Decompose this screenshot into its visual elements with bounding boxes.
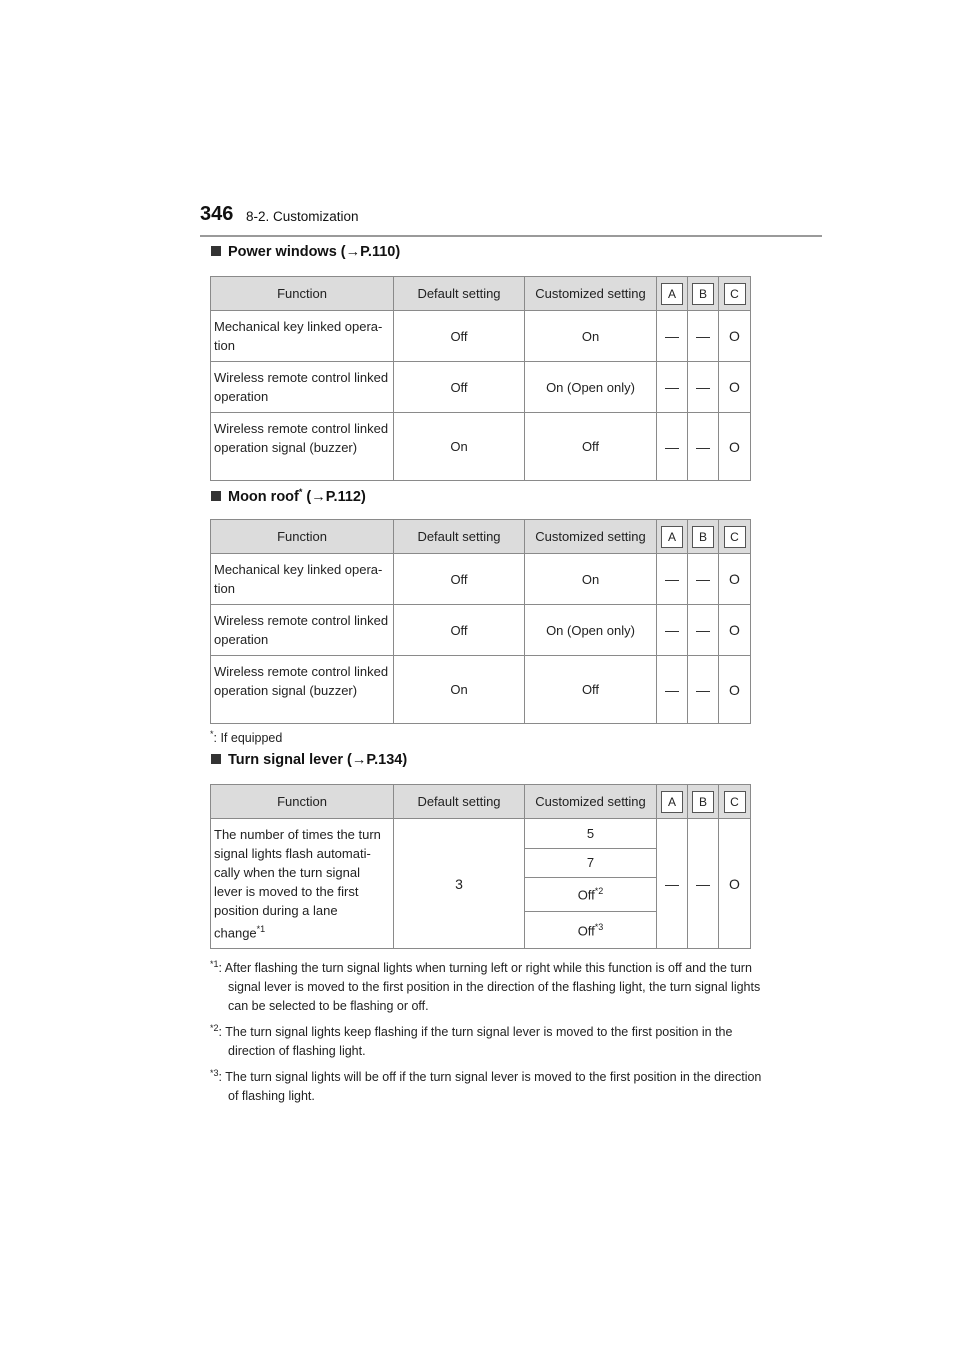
col-a: A	[657, 520, 688, 554]
page-number: 346	[200, 203, 234, 225]
col-b: B	[688, 277, 719, 311]
col-function: Function	[211, 785, 394, 819]
col-default: Default setting	[394, 785, 525, 819]
square-bullet-icon	[211, 246, 221, 256]
footnote-3: $^{*3}$: The turn signal lights will be off if the turn signal lever is moved to the first position in the direction of flashing light.	[210, 1068, 762, 1104]
square-bullet-icon	[211, 754, 221, 764]
col-function: Function	[211, 520, 394, 554]
footnote-if-equipped: *: If equipped	[210, 729, 283, 746]
col-a: A	[657, 277, 688, 311]
col-default: Default setting	[394, 520, 525, 554]
square-bullet-icon	[211, 491, 221, 501]
power-windows-table	[210, 276, 751, 481]
table-header-row	[211, 277, 751, 311]
table-row: Wireless remote control linked operation Off On (Open only) — — O	[211, 605, 751, 656]
table-row: Wireless remote control linked operation Off On (Open only) — — O	[211, 362, 751, 413]
table-row: The number of times the turn signal lights flash automati-cally when the turn signal lever is moved to the first position during a lane change$^{*1}$ 3 5 — — O	[211, 819, 751, 849]
option-5: 5	[525, 819, 657, 849]
footnote-1: $^{*1}$: After flashing the turn signal lights when turning left or right while this function is off and the turn signal lever is moved to the first position in the direction of the flashing light, the turn signal lights can be selected to be flashing or off.	[210, 959, 761, 1014]
turn-signal-function: The number of times the turn signal lights flash automati-cally when the turn signal lever is moved to the first position during a lane change$^{*1}$	[211, 819, 394, 949]
col-b: B	[688, 520, 719, 554]
section-title: 8-2. Customization	[246, 209, 359, 224]
col-c: C	[719, 277, 751, 311]
table-row: Mechanical key linked opera-tion Off On — — O	[211, 311, 751, 362]
col-default: Default setting	[394, 277, 525, 311]
col-a: A	[657, 785, 688, 819]
option-off-3: Off$^{*3}$	[525, 911, 657, 948]
col-b: B	[688, 785, 719, 819]
table-header-row	[211, 785, 751, 819]
col-c: C	[719, 785, 751, 819]
table-row: Wireless remote control linked operation signal (buzzer) On Off — — O	[211, 656, 751, 724]
col-function: Function	[211, 277, 394, 311]
col-customized: Customized setting	[525, 277, 657, 311]
moon-roof-table	[210, 519, 751, 724]
table-row: Wireless remote control linked operation signal (buzzer) On Off — — O	[211, 413, 751, 481]
col-customized: Customized setting	[525, 785, 657, 819]
footnote-2: $^{*2}$: The turn signal lights keep flashing if the turn signal lever is moved to the first position in the direction of flashing light.	[210, 1023, 733, 1059]
table-header-row	[211, 520, 751, 554]
page-header	[200, 203, 822, 237]
heading-power-windows: Power windows (→P.110)	[211, 244, 400, 260]
option-7: 7	[525, 849, 657, 877]
table-row: Mechanical key linked opera-tion Off On — — O	[211, 554, 751, 605]
col-c: C	[719, 520, 751, 554]
heading-moon-roof: Moon roof* (→P.112)	[211, 487, 366, 505]
heading-turn-signal-lever: Turn signal lever (→P.134)	[211, 752, 407, 768]
turn-signal-table	[210, 784, 751, 949]
option-off-2: Off$^{*2}$	[525, 877, 657, 911]
col-customized: Customized setting	[525, 520, 657, 554]
